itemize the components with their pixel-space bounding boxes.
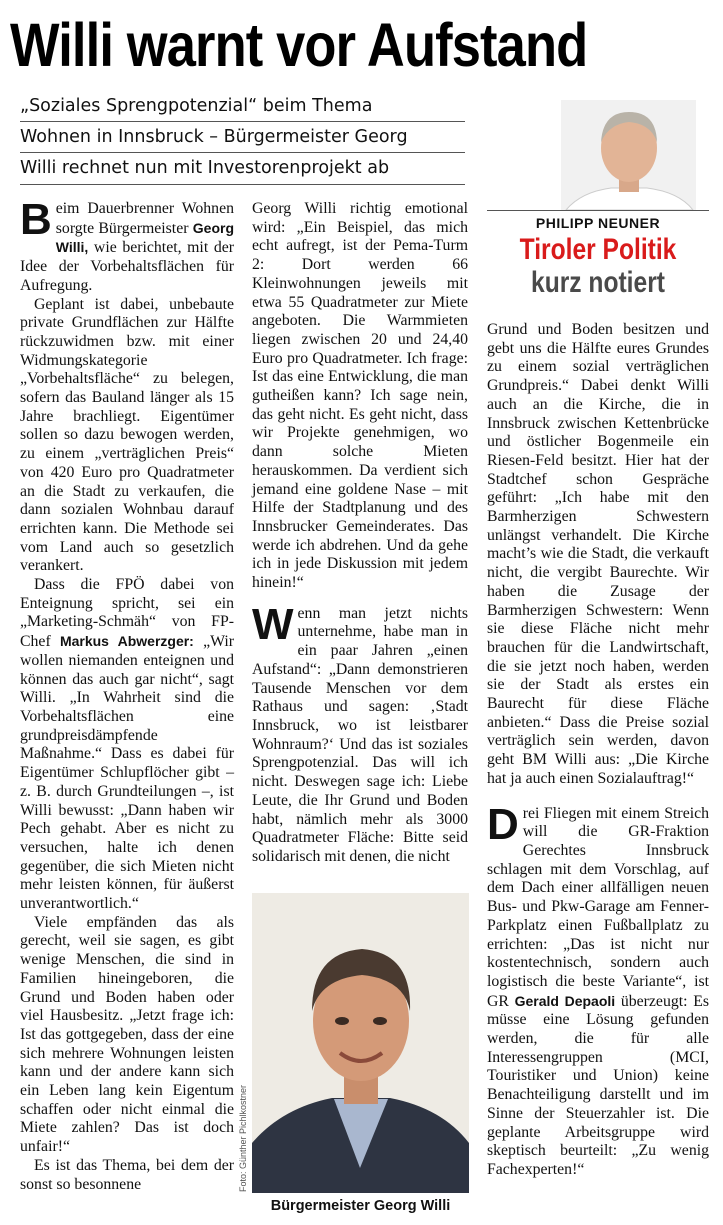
person-name: Georg Willi, <box>55 219 234 256</box>
paragraph: Beim Dauerbrenner Wohnen sorgte Bürgermeister Georg Willi, wie berichtet, mit der Idee der Vorbehaltsflächen für Aufregung. <box>20 195 234 294</box>
paragraph: Georg Willi richtig emotional wird: „Ein Beispiel, das mich echt aufregt, ist der Pema-Turm 2: Dort werden 66 Kleinwohnungen jeweils mit etwa 55 Quadratmeter zur Miete angeboten. Die Warmmieten liegen zwischen 20 und 24,40 Euro pro Quadratmeter. Ich frage: Ist das eine Entwicklung, die man gutheißen kann? Ich sage nein, das geht nicht. Es geht nicht, dass wir Projekte genehmigen, wo dann solche Mieten herauskommen. Da verdient sich jemand eine goldene Nase – mit Hilfe der Stadtplanung und des Innsbrucker Gemeinderates. Das werde ich abdrehen. Und da gehe ich in jede Diskussion mit jedem hinein!“ <box>252 200 468 592</box>
article-column-3 <box>487 321 709 1180</box>
dropcap: B <box>20 195 52 244</box>
photo-credit: Foto: Günther Pichlkostner <box>238 1084 248 1192</box>
portrait-photo-georg-willi <box>252 893 469 1193</box>
paragraph: Es ist das Thema, bei dem der sonst so besonnene <box>20 1156 234 1193</box>
rubric-title: Tiroler Politik <box>519 233 677 266</box>
paragraph: Geplant ist dabei, unbebaute private Grundflächen zur Hälfte rückzuwidmen bzw. mit einer Widmungskategorie „Vorbehaltsfläche“ zu belegen, sofern das Bauland länger als 15 Jahre brachliegt. Eigentümer sollen so dazu bewogen werden, zu einem „verträglichen Preis“ von 420 Euro pro Quadratmeter an die Stadt zu verkaufen, die dann sozialen Wohnbau darauf errichten kann. Die Methode sei vom Land auch so gesetzlich verankert. <box>20 295 234 575</box>
photo-caption: Bürgermeister Georg Willi <box>270 1198 451 1214</box>
deck-line-3: Willi rechnet nun mit Investorenprojekt ab <box>20 158 390 178</box>
portrait-illustration <box>252 893 469 1193</box>
headline: Willi warnt vor Aufstand <box>10 11 588 79</box>
dropcap: D <box>487 799 519 849</box>
article-column-1 <box>20 195 235 1194</box>
author-photo-philipp-neuner <box>561 100 696 210</box>
paragraph: Wenn man jetzt nichts unternehme, habe man in ein paar Jahren „einen Aufstand“: „Dann demonstrieren Tausende Menschen vor dem Rathaus und sagen: ‚Stadt Innsbruck, wo ist leistbarer Wohnraum?‘ Und das ist soziales Sprengpotenzial. Das will ich nicht. Deswegen sage ich: Liebe Leute, die Ihr Grund und Boden habt, nämlich mehr als 3000 Quadratmeter Fläche: Bitte seid solidarisch mit denen, die nicht <box>252 599 468 865</box>
author-illustration <box>561 100 696 210</box>
rubric-subtitle: kurz notiert <box>531 266 665 299</box>
paragraph: Viele empfänden das als gerecht, weil sie sagen, es gibt wenige Menschen, die sind in Familien hineingeboren, die Grund und Boden haben oder viel Hausbesitz. „Jetzt frage ich: Ist das gottgegeben, dass der eine sich mehrere Wohnungen leisten kann und der andere kann sich ein Leben lang kein Eigentum schaffen oder nicht einmal die Miete zahlen? Das ist doch unfair!“ <box>20 913 234 1156</box>
paragraph: Dass die FPÖ dabei von Enteignung spricht, sei ein „Marketing-Schmäh“ von FP-Chef Markus Abwerzger: „Wir wollen niemanden enteignen und können das auch gar nicht“, sagt Willi. „In Wahrheit sind die Vorbehaltsflächen eine grundpreisdämpfende Maßnahme.“ Dass es dabei für Eigentümer Schlupflöcher gibt – z. B. durch Grundteilungen –, ist Willi bewusst: „Dann haben wir Pech gehabt. Aber es nicht zu versuchen, halte ich denen gegenüber, die sich Mieten nicht mehr leisten können, für äußerst unverantwortlich.“ <box>20 576 235 913</box>
dropcap: W <box>252 599 294 649</box>
person-name: Gerald Depaoli <box>514 992 616 1009</box>
deck-divider <box>20 184 465 185</box>
person-name: Markus Abwerzger: <box>59 633 194 650</box>
paragraph: Drei Fliegen mit einem Streich will die GR-Fraktion Gerechtes Innsbruck schlagen mit dem Vorschlag, auf dem Dach einer allfälligen neuen Bus- und Pkw-Garage am Fenner-Parkplatz einen Fußballplatz zu errichten: „Das ist nicht nur kostentechnisch, sondern auch logistisch die beste Variante“, ist GR Gerald Depaoli überzeugt: Es müsse eine Lösung gefunden werden, die für alle Interessengruppen (MCI, Touristiker und Union) keine Benachteiligung darstellt und im Sinne der Steuerzahler ist. Die geplante Arbeitsgruppe wird skeptisch beurteilt: „Zu wenig Fachexperten!“ <box>487 799 709 1178</box>
paragraph: Grund und Boden besitzen und gebt uns die Hälfte eures Grundes zu einem sozial verträglichen Grundpreis.“ Dabei denkt Willi auch an die Kirche, die in Innsbruck zwischen Kettenbrücke und östlicher Bogenmeile ein Riesen-Feld besitzt. Hier hat der Stadtchef schon Gespräche geführt: „Ich habe mit den Barmherzigen Schwestern unlängst verhandelt. Die Kirche macht’s wie die Stadt, die verkauft nicht, die vergibt Baurechte. Wir haben die Zusage der Barmherzigen Schwestern: Wenn sie diese Fläche nicht mehr brauchen für die Landwirtschaft, die sie jetzt noch haben, werden sie der Stadt als erstes ein Baurecht für diese Fläche anbieten.“ Dass die Preise sozial verträglich sein werden, davon geht BM Willi aus: „Die Kirche hat ja auch einen Sozialauftrag!“ <box>487 321 709 787</box>
author-rule <box>487 210 709 211</box>
author-name: PHILIPP NEUNER <box>535 215 661 231</box>
deck-line-1: „Soziales Sprengpotenzial“ beim Thema <box>20 96 373 116</box>
article-column-2 <box>252 200 468 867</box>
deck-line-2: Wohnen in Innsbruck – Bürgermeister Georg <box>20 127 408 147</box>
